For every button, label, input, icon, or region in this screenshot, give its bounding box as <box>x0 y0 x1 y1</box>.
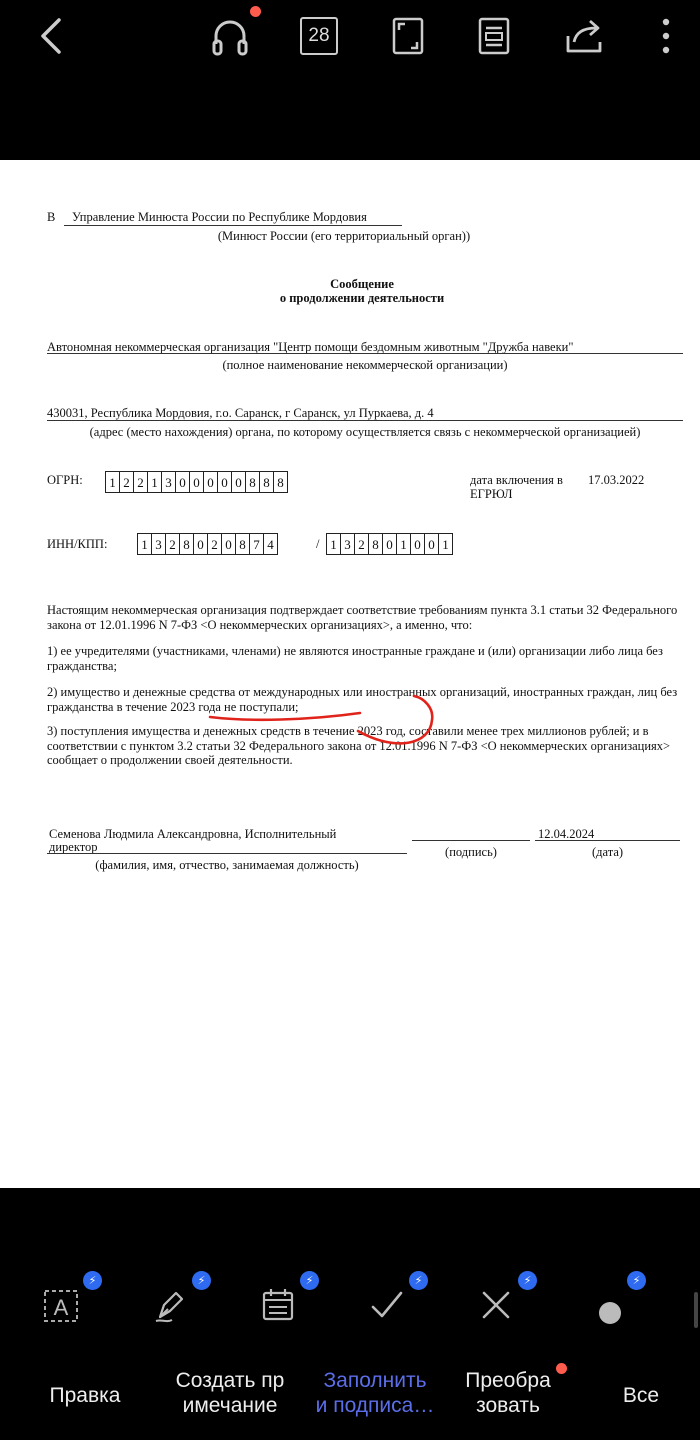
menu-edit[interactable]: Правка <box>49 1384 121 1407</box>
clause-1: 1) ее учредителями (участниками, членами) не являются иностранные граждане и (или) организации либо лица без гражданства; <box>47 644 663 673</box>
date-underline <box>535 840 680 841</box>
inn-digit-cell: 1 <box>137 533 152 555</box>
menu-convert[interactable]: Преобра зовать <box>465 1369 551 1417</box>
notification-dot <box>250 6 261 17</box>
page-count-label: 28 <box>300 17 338 55</box>
kpp-digit-cell: 0 <box>382 533 397 555</box>
date-hint: (дата) <box>591 845 624 859</box>
sign-date: 12.04.2024 <box>538 827 595 841</box>
signature-underline <box>412 840 530 841</box>
back-icon[interactable] <box>24 8 80 64</box>
clause-3: 3) поступления имущества и денежных средств в течение 2023 год, составили менее трех миллионов рублей; и в соответствии с пунктом 3.2 статьи 32 Федерального закона от 12.01.1996 N 7-ФЗ <О некоммерческих организациях> сообщает о продолжении своей деятельности. <box>47 724 671 767</box>
premium-badge-icon: ⚡ <box>300 1271 319 1290</box>
org-name: Автономная некоммерческая организация "Центр помощи бездомным животным "Дружба навеки" <box>47 340 574 354</box>
egrul-label-line1: дата включения в <box>470 473 563 487</box>
ogrn-digit-cell: 0 <box>217 471 232 493</box>
reading-mode-icon[interactable] <box>466 8 522 64</box>
kpp-digit-cell: 3 <box>340 533 355 555</box>
ogrn-digit-cell: 8 <box>245 471 260 493</box>
clause-2: 2) имущество и денежные средства от международных или иностранных организаций, иностранных граждан, лиц без гражданства в течение 2023 года не поступали; <box>47 685 678 714</box>
menu-create-note[interactable]: Создать пр имечание <box>175 1369 285 1417</box>
inn-digit-cell: 0 <box>221 533 236 555</box>
ogrn-label: ОГРН: <box>47 473 83 487</box>
inn-digit-cell: 4 <box>263 533 278 555</box>
ogrn-digit-cell: 8 <box>273 471 288 493</box>
egrul-date: 17.03.2022 <box>588 473 645 487</box>
ogrn-digit-cell: 3 <box>161 471 176 493</box>
ogrn-digit-cell: 1 <box>105 471 120 493</box>
inn-digit-cell: 3 <box>151 533 166 555</box>
text-box-tool[interactable] <box>36 1274 97 1330</box>
red-ink-annotation <box>0 160 700 860</box>
cross-icon <box>476 1285 516 1325</box>
signature-pen-tool[interactable] <box>145 1274 206 1330</box>
ogrn-digit-cell: 2 <box>133 471 148 493</box>
ogrn-digit-cell: 0 <box>175 471 190 493</box>
inn-digit-cell: 0 <box>193 533 208 555</box>
signer-hint: (фамилия, имя, отчество, занимаемая должность) <box>95 858 359 872</box>
kpp-digit-cell: 0 <box>424 533 439 555</box>
cross-mark-tool[interactable] <box>471 1274 532 1330</box>
inn-digit-cell: 8 <box>235 533 250 555</box>
org-address: 430031, Республика Мордовия, г.о. Саранск, г Саранск, ул Пуркаева, д. 4 <box>47 406 434 420</box>
text-box-icon <box>41 1285 81 1325</box>
premium-badge-icon: ⚡ <box>409 1271 428 1290</box>
inn-kpp-label: ИНН/КПП: <box>47 537 108 551</box>
premium-badge-icon: ⚡ <box>83 1271 102 1290</box>
dot-tool[interactable] <box>580 1274 641 1330</box>
menu-all[interactable]: Все <box>622 1384 660 1407</box>
egrul-label-line2: ЕГРЮЛ <box>470 487 513 501</box>
premium-badge-icon: ⚡ <box>192 1271 211 1290</box>
page-count-button[interactable] <box>291 8 347 64</box>
signer-name-line2: директор <box>49 840 98 854</box>
kpp-digit-cell: 0 <box>410 533 425 555</box>
convert-notification-dot <box>556 1363 567 1374</box>
calendar-icon <box>258 1285 298 1325</box>
ogrn-digit-cell: 2 <box>119 471 134 493</box>
kpp-digit-cell: 8 <box>368 533 383 555</box>
doc-subtitle: о продолжении деятельности <box>279 291 445 305</box>
address-hint: (адрес (место нахождения) органа, по которому осуществляется связь с некоммерческой организацией) <box>89 425 641 439</box>
document-page <box>0 160 700 1188</box>
ogrn-digit-cell: 0 <box>203 471 218 493</box>
date-stamp-tool[interactable] <box>253 1274 314 1330</box>
signer-underline <box>47 853 407 854</box>
share-icon[interactable] <box>556 8 612 64</box>
dot-icon <box>585 1285 625 1325</box>
inn-digit-cell: 8 <box>179 533 194 555</box>
menu-fill-and-sign[interactable]: Заполнить и подписа… <box>315 1369 435 1417</box>
signature-hint: (подпись) <box>445 845 497 859</box>
checkmark-icon <box>367 1285 407 1325</box>
top-toolbar <box>0 0 700 160</box>
fullscreen-icon[interactable] <box>380 8 436 64</box>
ogrn-digit-cell: 0 <box>231 471 246 493</box>
toolbar-scroll-indicator[interactable] <box>694 1292 698 1328</box>
more-options-icon[interactable] <box>646 8 686 64</box>
intro-paragraph: Настоящим некоммерческая организация подтверждает соответствие требованиям пункта 3.1 статьи 32 Федерального закона от 12.01.1996 N 7-ФЗ <О некоммерческих организациях>, а именно, что: <box>47 603 678 632</box>
checkmark-tool[interactable] <box>362 1274 423 1330</box>
inn-digit-cell: 7 <box>249 533 264 555</box>
premium-badge-icon: ⚡ <box>518 1271 537 1290</box>
recipient-hint: (Минюст России (его территориальный орган)) <box>217 229 471 243</box>
headphones-icon[interactable] <box>202 8 258 64</box>
ogrn-digit-cell: 1 <box>147 471 162 493</box>
kpp-digit-cell: 1 <box>326 533 341 555</box>
kpp-digit-cell: 2 <box>354 533 369 555</box>
inn-digit-cell: 2 <box>207 533 222 555</box>
inn-kpp-separator: / <box>316 537 320 551</box>
org-name-hint: (полное наименование некоммерческой организации) <box>222 358 508 372</box>
inn-digit-cell: 2 <box>165 533 180 555</box>
premium-badge-icon: ⚡ <box>627 1271 646 1290</box>
svg-text:A: A <box>53 1295 69 1320</box>
doc-title: Сообщение <box>330 277 394 291</box>
to-prefix: В <box>47 210 56 224</box>
recipient-org: Управление Минюста России по Республике Мордовия <box>72 210 367 224</box>
signer-name-line1: Семенова Людмила Александровна, Исполнительный <box>49 827 337 841</box>
ogrn-digit-cell: 0 <box>189 471 204 493</box>
kpp-digit-cell: 1 <box>396 533 411 555</box>
ogrn-digit-cell: 8 <box>259 471 274 493</box>
fountain-pen-icon <box>150 1285 190 1325</box>
kpp-digit-cell: 1 <box>438 533 453 555</box>
